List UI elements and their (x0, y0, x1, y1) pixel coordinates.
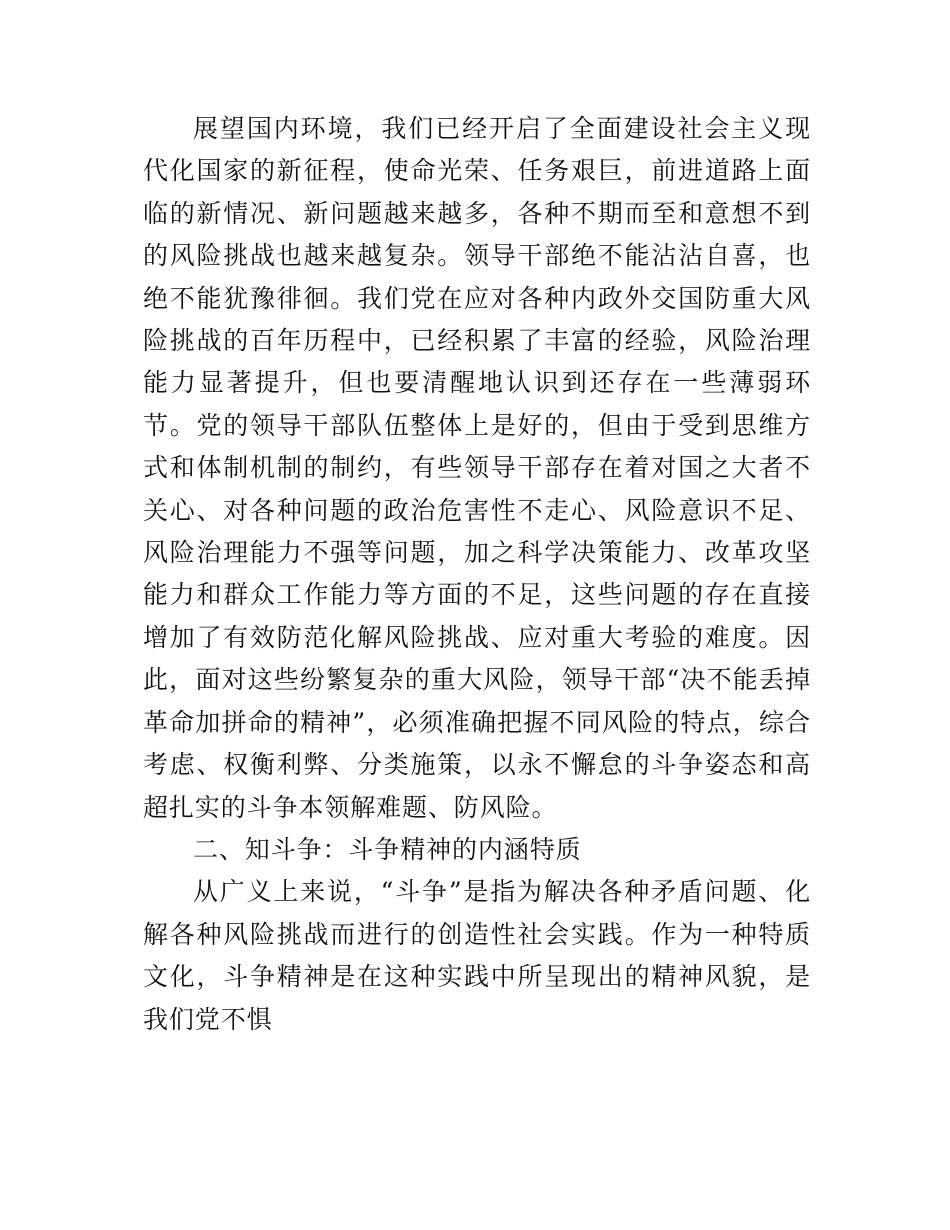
body-paragraph-2: 从广义上来说，“斗争”是指为解决各种矛盾问题、化解各种风险挑战而进行的创造性社会实践。作为一种特质文化，斗争精神是在这种实践中所呈现出的精神风貌，是我们党不惧 (143, 877, 811, 1034)
document-body (143, 108, 811, 1041)
section-heading: 二、知斗争：斗争精神的内涵特质 (193, 834, 582, 864)
body-paragraph-1: 展望国内环境，我们已经开启了全面建设社会主义现代化国家的新征程，使命光荣、任务艰巨，前进道路上面临的新情况、新问题越来越多，各种不期而至和意想不到的风险挑战也越来越复杂。领导干部绝不能沾沾自喜，也绝不能犹豫徘徊。我们党在应对各种内政外交国防重大风险挑战的百年历程中，已经积累了丰富的经验，风险治理能力显著提升，但也要清醒地认识到还存在一些薄弱环节。党的领导干部队伍整体上是好的，但由于受到思维方式和体制机制的制约，有些领导干部存在着对国之大者不关心、对各种问题的政治危害性不走心、风险意识不足、风险治理能力不强等问题，加之科学决策能力、改革攻坚能力和群众工作能力等方面的不足，这些问题的存在直接增加了有效防范化解风险挑战、应对重大考验的难度。因此，面对这些纷繁复杂的重大风险，领导干部“决不能丢掉革命加拼命的精神”，必须准确把握不同风险的特点，综合考虑、权衡利弊、分类施策，以永不懈怠的斗争姿态和高超扎实的斗争本领解难题、防风险。 (143, 114, 811, 822)
